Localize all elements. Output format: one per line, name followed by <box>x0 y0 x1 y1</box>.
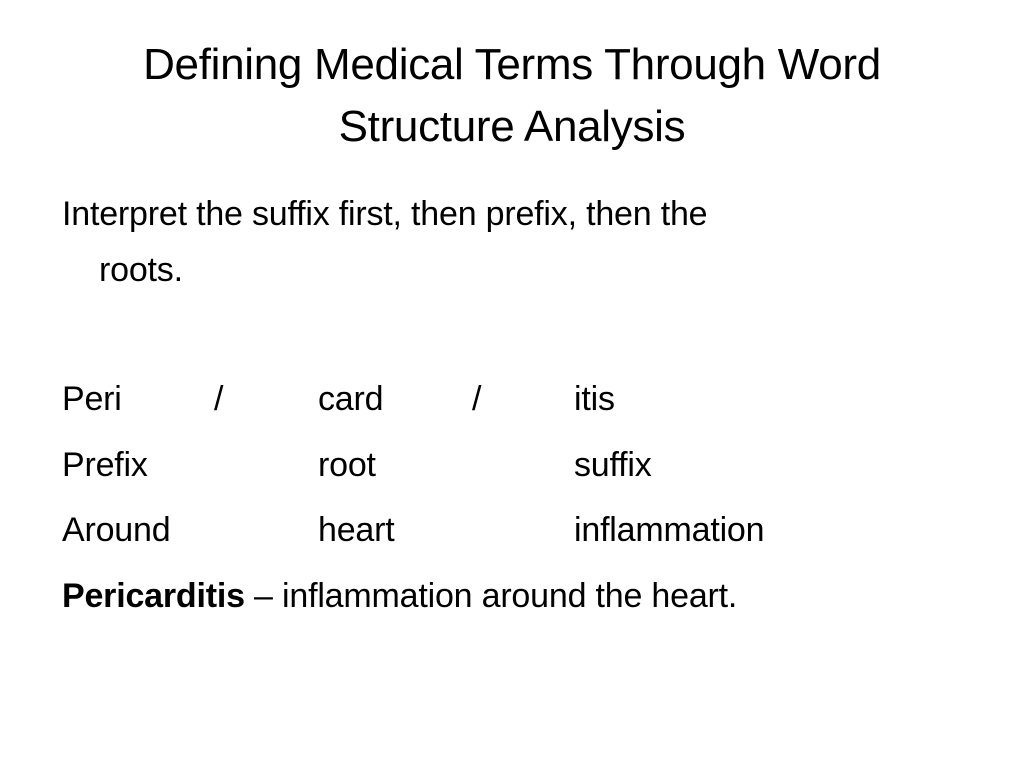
root-part: card <box>318 380 384 418</box>
title-line-1: Defining Medical Terms Through Word <box>143 40 881 89</box>
separator: / <box>214 380 224 418</box>
defined-term: Pericarditis <box>62 577 245 615</box>
intro-line-2: roots. <box>99 251 183 289</box>
intro-line-1: Interpret the suffix first, then prefix, then the <box>62 195 708 233</box>
definition-row <box>62 572 962 620</box>
definition-text: – inflammation around the heart. <box>244 577 738 615</box>
part-type-row <box>62 441 962 489</box>
prefix-meaning: Around <box>62 511 171 549</box>
intro-text <box>62 186 942 298</box>
title-line-2: Structure Analysis <box>338 102 686 151</box>
slide-title <box>40 34 984 158</box>
suffix-part: itis <box>574 380 615 418</box>
word-parts-row <box>62 375 962 423</box>
separator: / <box>472 380 482 418</box>
root-meaning: heart <box>318 511 395 549</box>
suffix-meaning: inflammation <box>574 511 765 549</box>
suffix-label: suffix <box>574 446 652 484</box>
prefix-label: Prefix <box>62 446 148 484</box>
meaning-row <box>62 506 962 554</box>
prefix-part: Peri <box>62 380 122 418</box>
root-label: root <box>318 446 376 484</box>
definition-line <box>62 572 737 620</box>
